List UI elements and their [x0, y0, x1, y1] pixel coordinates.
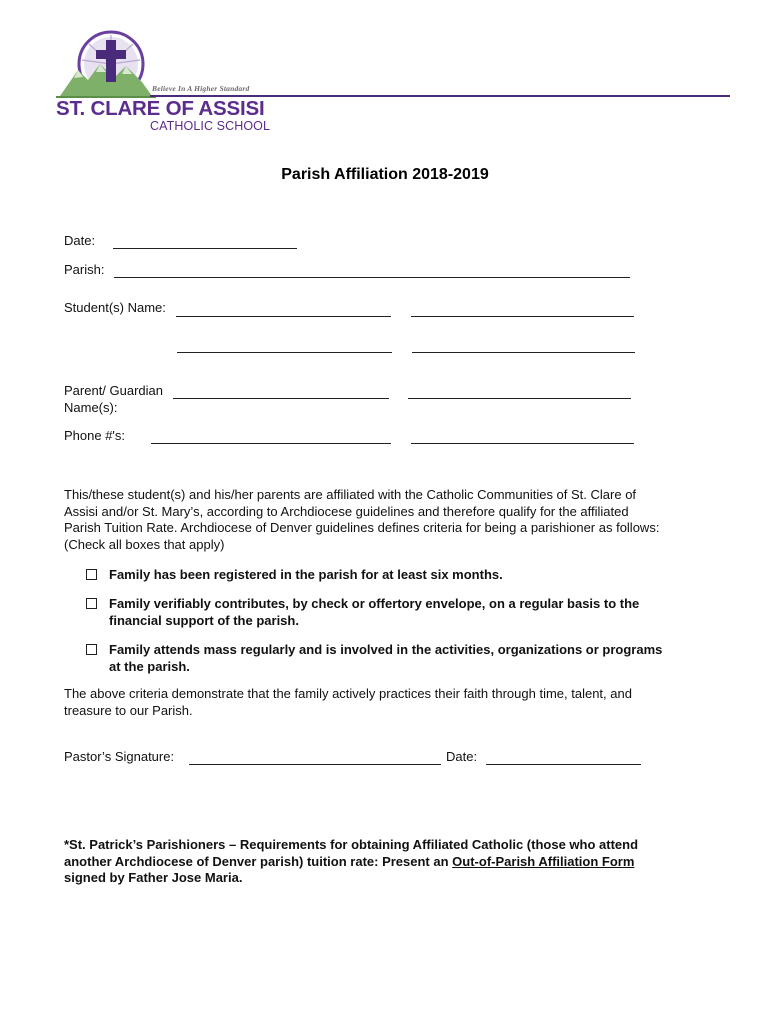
signature-date-label: Date:	[446, 749, 478, 764]
parent-label: Parent/ Guardian	[64, 383, 164, 398]
parent-name-field-1[interactable]	[173, 398, 389, 399]
affiliation-form-link[interactable]: Out-of-Parish Affiliation Form	[452, 853, 635, 869]
checkbox[interactable]	[86, 644, 97, 655]
checkbox[interactable]	[86, 569, 97, 580]
intro-paragraph: This/these student(s) and his/her parents are affiliated with the Catholic Communities of St. Clare of Assisi and/or St. Mary’s, according to Archdiocese guidelines and therefore qualify for the affiliated Parish Tuition Rate. Archdiocese of Denver guidelines defines criteria for being a parishioner as follows: (Check all boxes that apply)	[64, 487, 660, 552]
school-name: ST. CLARE OF ASSISI	[56, 97, 265, 120]
closing-paragraph: The above criteria demonstrate that the family actively practices their faith through time, talent, and treasure to our Parish.	[64, 686, 632, 718]
student-name-field-4[interactable]	[412, 352, 635, 353]
parent-label-cont: Name(s):	[64, 400, 118, 415]
date-field[interactable]	[113, 248, 297, 249]
pastor-signature-field[interactable]	[189, 764, 441, 765]
date-label: Date:	[64, 233, 96, 248]
school-tagline: Believe In A Higher Standard	[152, 84, 250, 93]
phone-field-1[interactable]	[151, 443, 391, 444]
parent-name-field-2[interactable]	[408, 398, 631, 399]
checkbox[interactable]	[86, 598, 97, 609]
pastor-signature-label: Pastor’s Signature:	[64, 749, 175, 764]
parish-label: Parish:	[64, 262, 105, 277]
school-logo	[56, 26, 156, 98]
phone-label: Phone #'s:	[64, 428, 126, 443]
phone-field-2[interactable]	[411, 443, 634, 444]
parish-field[interactable]	[114, 277, 630, 278]
student-name-field-2[interactable]	[411, 316, 634, 317]
student-name-field-3[interactable]	[177, 352, 392, 353]
page-title: Parish Affiliation 2018-2019	[281, 166, 489, 183]
signature-date-field[interactable]	[486, 764, 641, 765]
school-subtitle: CATHOLIC SCHOOL	[150, 119, 271, 133]
students-label: Student(s) Name:	[64, 300, 166, 315]
student-name-field-1[interactable]	[176, 316, 391, 317]
footnote: *St. Patrick’s Parishioners – Requirements for obtaining Affiliated Catholic (those who attend another Archdiocese of Denver parish) tuition rate: Present an Out-of-Parish Affiliation Form signed by Father Jose Maria.	[64, 837, 639, 885]
